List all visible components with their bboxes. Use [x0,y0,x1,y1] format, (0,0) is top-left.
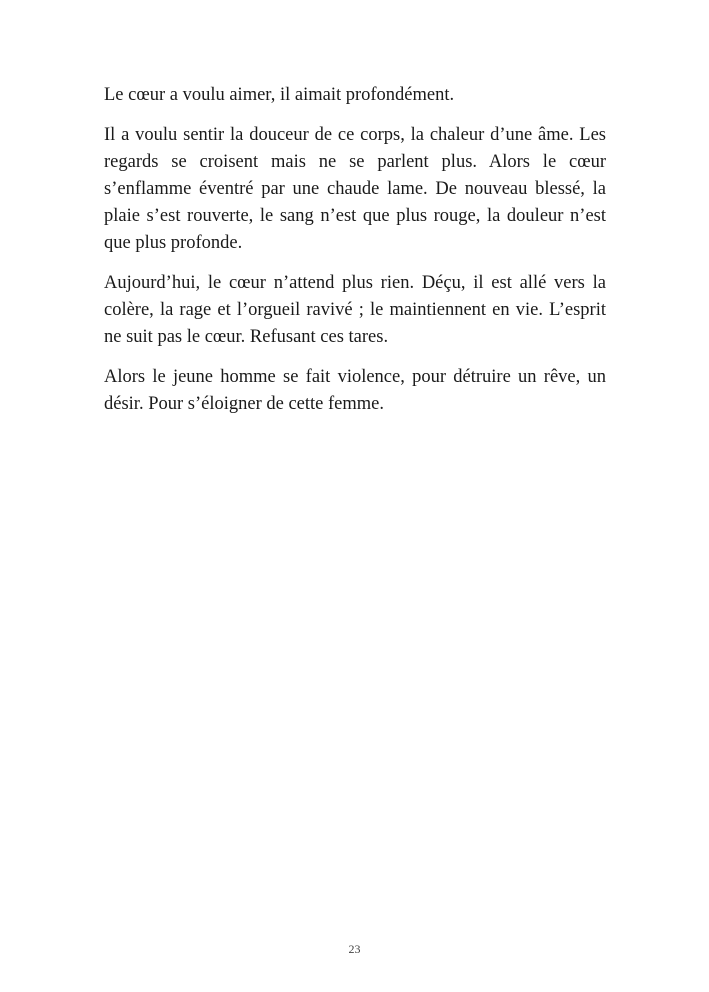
paragraph-1: Le cœur a voulu aimer, il aimait profondément. [104,85,455,105]
paragraph-2: Il a voulu sentir la douceur de ce corps, la chaleur d’une âme. Les regards se croisent mais ne se parlent plus. Alors le cœur s’enflamme éventré par une chaude lame. De nouveau blessé, la plaie s’est rouverte, le sang n’est que plus rouge, la douleur n’est que plus profonde. [104,125,606,253]
page-number: 23 [348,942,361,956]
body-text [104,82,606,431]
paragraph-4: Alors le jeune homme se fait violence, pour détruire un rêve, un désir. Pour s’éloigner de cette femme. [104,367,606,414]
paragraph-3: Aujourd’hui, le cœur n’attend plus rien. Déçu, il est allé vers la colère, la rage et l’orgueil ravivé ; le maintiennent en vie. L’esprit ne suit pas le cœur. Refusant ces tares. [104,273,606,347]
